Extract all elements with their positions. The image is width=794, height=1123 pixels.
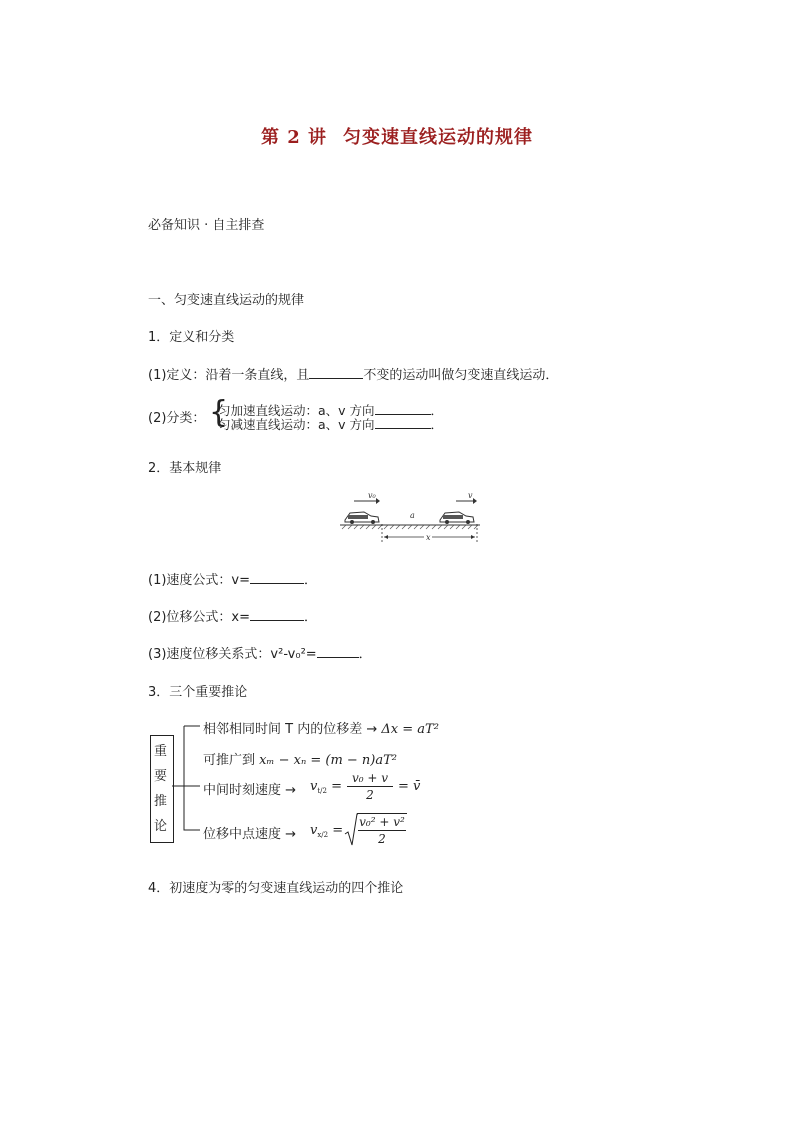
r3-v: v xyxy=(310,779,318,794)
r3-denominator: 2 xyxy=(366,788,374,802)
s2-title: 2．基本规律 xyxy=(148,461,222,476)
r1-formula: Δx = aT² xyxy=(381,722,439,737)
r3-vsub: $v_{t/2}$ = xyxy=(310,779,343,795)
period: ． xyxy=(430,417,444,432)
class-decel-text: 匀减速直线运动：a、v 方向 xyxy=(218,417,375,432)
r3-numerator: v₀ + v xyxy=(351,771,389,785)
left-brace-icon: { xyxy=(209,395,229,430)
corollary-box xyxy=(150,735,174,843)
v-label: v xyxy=(468,491,473,500)
r2-text: 可推广到 xyxy=(203,753,256,768)
period: ． xyxy=(358,647,372,662)
f3-text: (3)速度位移关系式：v²-v₀²= xyxy=(148,647,317,662)
r1-text: 相邻相同时间 T 内的位移差 xyxy=(203,722,363,737)
arrow-icon: → xyxy=(285,827,297,842)
box-char-2: 要 xyxy=(154,769,168,784)
branch-connector-icon xyxy=(172,718,204,838)
s3-title: 3．三个重要推论 xyxy=(148,685,248,700)
def-text-a: (1)定义：沿着一条直线，且 xyxy=(148,368,310,383)
r4-fraction xyxy=(358,815,406,846)
box-char-3: 推 xyxy=(154,794,168,809)
s4-title: 4．初速度为零的匀变速直线运动的四个推论 xyxy=(148,881,404,896)
s1-title: 1．定义和分类 xyxy=(148,330,235,345)
period: ． xyxy=(430,403,444,418)
s2-formula-displacement xyxy=(148,606,317,625)
corollary-1 xyxy=(203,718,439,737)
r4-v: v xyxy=(310,823,318,838)
box-char-1: 重 xyxy=(154,744,168,759)
decel-blank[interactable] xyxy=(375,417,431,429)
v-arrow-icon xyxy=(456,498,477,504)
lecture-number: 第 2 讲 xyxy=(260,127,328,148)
r2-formula: xₘ − xₙ = (m − n)aT² xyxy=(259,753,398,768)
v0-arrow-icon xyxy=(354,498,380,504)
r3-fraction xyxy=(347,771,393,802)
car-end-icon xyxy=(440,512,474,524)
f1-text: (1)速度公式：v= xyxy=(148,573,251,588)
car-start-icon xyxy=(345,512,379,524)
f3-blank[interactable] xyxy=(317,645,359,658)
def-text-b: 不变的运动叫做匀变速直线运动． xyxy=(363,368,559,383)
r4-numerator: v₀² + v² xyxy=(359,815,405,829)
r4-denominator: 2 xyxy=(378,832,386,846)
corollary-3 xyxy=(203,779,296,798)
s2-formula-velocity xyxy=(148,569,317,588)
corollary-4 xyxy=(203,823,296,842)
arrow-icon: → xyxy=(366,722,378,737)
accel-blank[interactable] xyxy=(375,403,431,415)
ground-line xyxy=(340,525,480,529)
r4-vsub: $v_{x/2}$ = xyxy=(310,823,344,839)
r3-tail: = v̄ xyxy=(398,779,421,794)
s2-formula-vx xyxy=(148,643,372,662)
r3-text: 中间时刻速度 xyxy=(203,783,282,798)
s1-class-label: (2)分类： xyxy=(148,411,206,426)
sqrt-icon xyxy=(344,812,358,848)
x-label: x xyxy=(426,533,431,542)
period: ． xyxy=(304,573,318,588)
r4-text: 位移中点速度 xyxy=(203,827,282,842)
half-x-subscript: x/2 xyxy=(317,831,329,839)
half-t-subscript: t/2 xyxy=(317,787,327,795)
sqrt-bar xyxy=(357,813,407,814)
accel-label: a xyxy=(410,511,415,520)
period: ． xyxy=(304,610,318,625)
def-blank[interactable] xyxy=(309,366,363,379)
s1-class-2 xyxy=(218,415,443,433)
box-char-4: 论 xyxy=(154,819,168,834)
s1-definition xyxy=(148,364,558,383)
f2-blank[interactable] xyxy=(250,608,304,621)
f2-text: (2)位移公式：x= xyxy=(148,610,251,625)
arrow-icon: → xyxy=(285,783,297,798)
section-label: 必备知识 · 自主排查 xyxy=(148,218,265,233)
f1-blank[interactable] xyxy=(250,571,304,584)
class-accel-text: 匀加速直线运动：a、v 方向 xyxy=(218,403,375,418)
car-motion-figure xyxy=(338,488,486,546)
heading-1: 一、匀变速直线运动的规律 xyxy=(148,293,305,308)
lecture-title: 匀变速直线运动的规律 xyxy=(343,127,534,148)
v0-label: v₀ xyxy=(368,491,376,500)
corollary-2 xyxy=(203,749,397,768)
page-title xyxy=(0,123,794,149)
